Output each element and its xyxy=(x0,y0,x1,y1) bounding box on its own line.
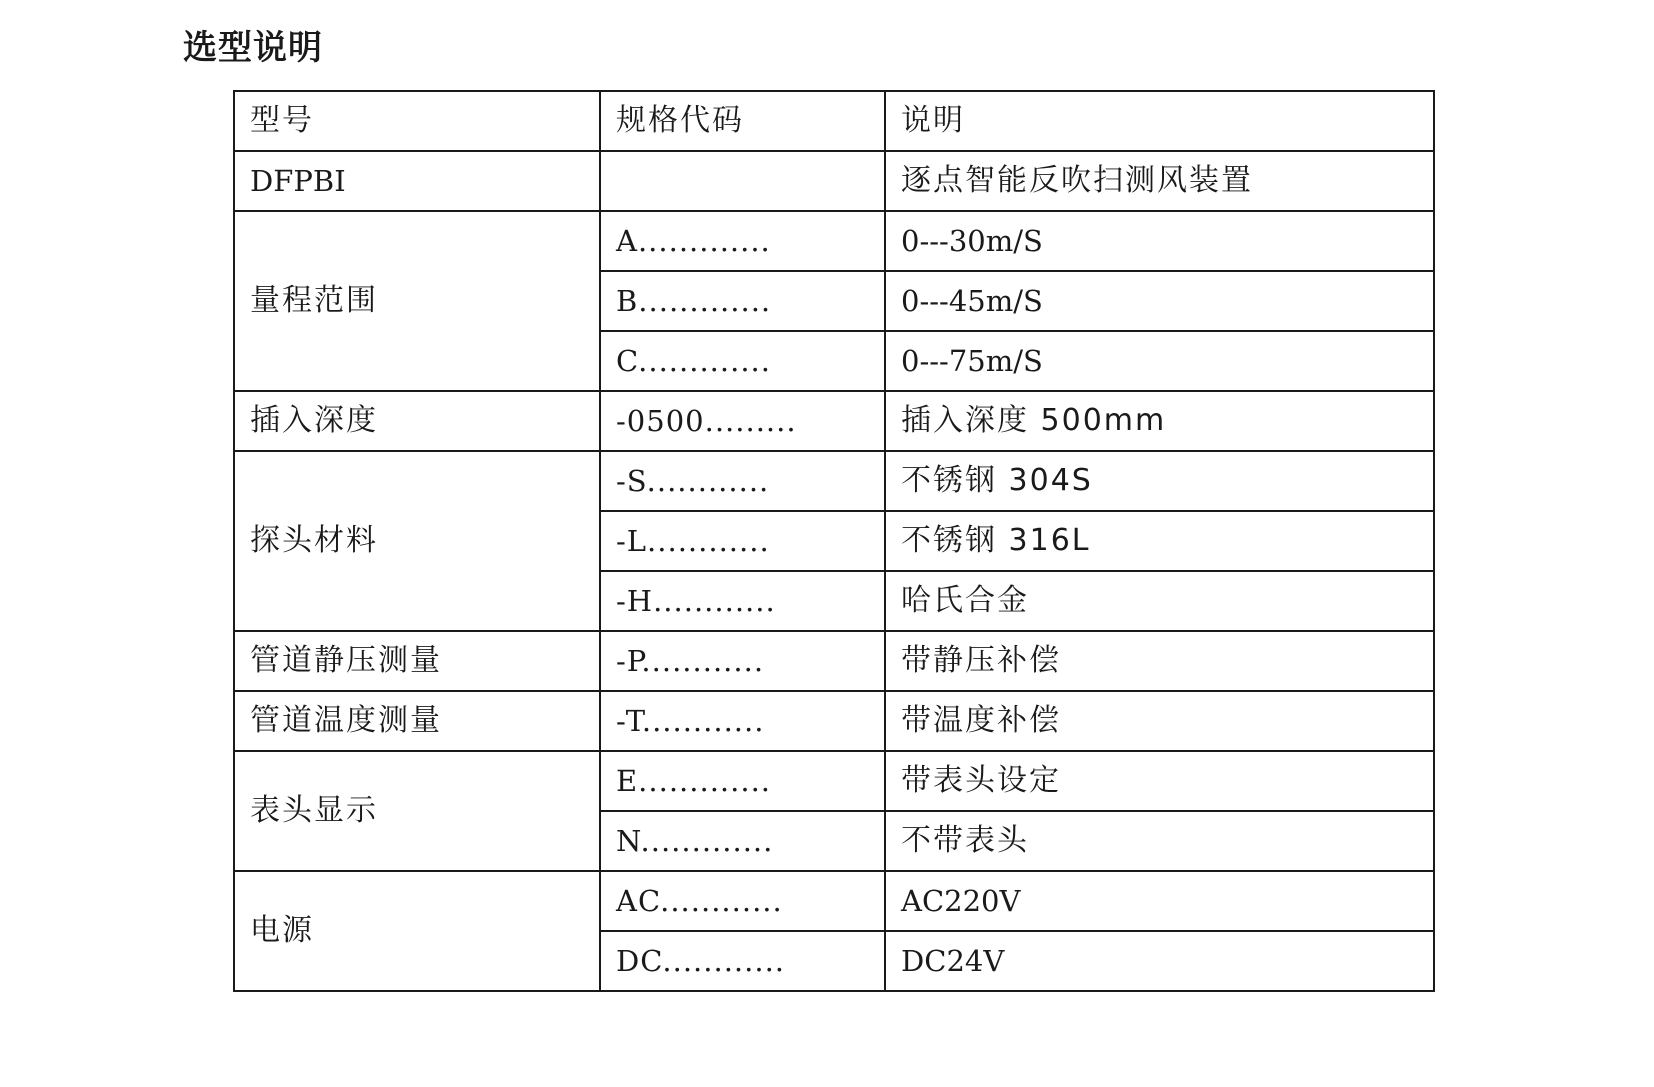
option-code-cell: E............. xyxy=(600,751,885,811)
table-row xyxy=(234,391,1434,451)
group-label-cell: 表头显示 xyxy=(234,751,600,871)
header-model-cell: 型号 xyxy=(234,91,600,151)
page-title: 选型说明 xyxy=(183,28,323,68)
model-code-cell xyxy=(600,151,885,211)
selection-table xyxy=(233,90,1435,992)
option-code-cell: -H............ xyxy=(600,571,885,631)
group-label-cell: 插入深度 xyxy=(234,391,600,451)
option-code-cell: -T............ xyxy=(600,691,885,751)
selection-table-body xyxy=(234,91,1434,991)
option-code-cell: DC............ xyxy=(600,931,885,991)
option-code-cell: N............. xyxy=(600,811,885,871)
option-desc-cell: DC24V xyxy=(885,931,1434,991)
option-desc-cell: 0---45m/S xyxy=(885,271,1434,331)
group-label-cell: 管道静压测量 xyxy=(234,631,600,691)
option-code-cell: -S............ xyxy=(600,451,885,511)
option-desc-cell: 不带表头 xyxy=(885,811,1434,871)
option-desc-cell: 不锈钢 316L xyxy=(885,511,1434,571)
header-code-cell: 规格代码 xyxy=(600,91,885,151)
model-row xyxy=(234,151,1434,211)
option-code-cell: -P............ xyxy=(600,631,885,691)
option-desc-cell: 哈氏合金 xyxy=(885,571,1434,631)
model-name-cell: DFPBI xyxy=(234,151,600,211)
group-label-cell: 探头材料 xyxy=(234,451,600,631)
option-code-cell: A............. xyxy=(600,211,885,271)
option-desc-cell: 0---30m/S xyxy=(885,211,1434,271)
group-label-cell: 量程范围 xyxy=(234,211,600,391)
group-label-cell: 管道温度测量 xyxy=(234,691,600,751)
table-row xyxy=(234,451,1434,511)
model-desc-cell: 逐点智能反吹扫测风装置 xyxy=(885,151,1434,211)
option-desc-cell: 插入深度 500mm xyxy=(885,391,1434,451)
option-desc-cell: 带温度补偿 xyxy=(885,691,1434,751)
table-header-row xyxy=(234,91,1434,151)
option-desc-cell: 0---75m/S xyxy=(885,331,1434,391)
option-code-cell: B............. xyxy=(600,271,885,331)
option-code-cell: -L............ xyxy=(600,511,885,571)
option-desc-cell: 带静压补偿 xyxy=(885,631,1434,691)
option-code-cell: -0500......... xyxy=(600,391,885,451)
option-desc-cell: 带表头设定 xyxy=(885,751,1434,811)
table-row xyxy=(234,211,1434,271)
option-code-cell: C............. xyxy=(600,331,885,391)
table-row xyxy=(234,871,1434,931)
table-row xyxy=(234,631,1434,691)
option-desc-cell: AC220V xyxy=(885,871,1434,931)
option-desc-cell: 不锈钢 304S xyxy=(885,451,1434,511)
table-row xyxy=(234,751,1434,811)
header-desc-cell: 说明 xyxy=(885,91,1434,151)
option-code-cell: AC............ xyxy=(600,871,885,931)
group-label-cell: 电源 xyxy=(234,871,600,991)
table-row xyxy=(234,691,1434,751)
